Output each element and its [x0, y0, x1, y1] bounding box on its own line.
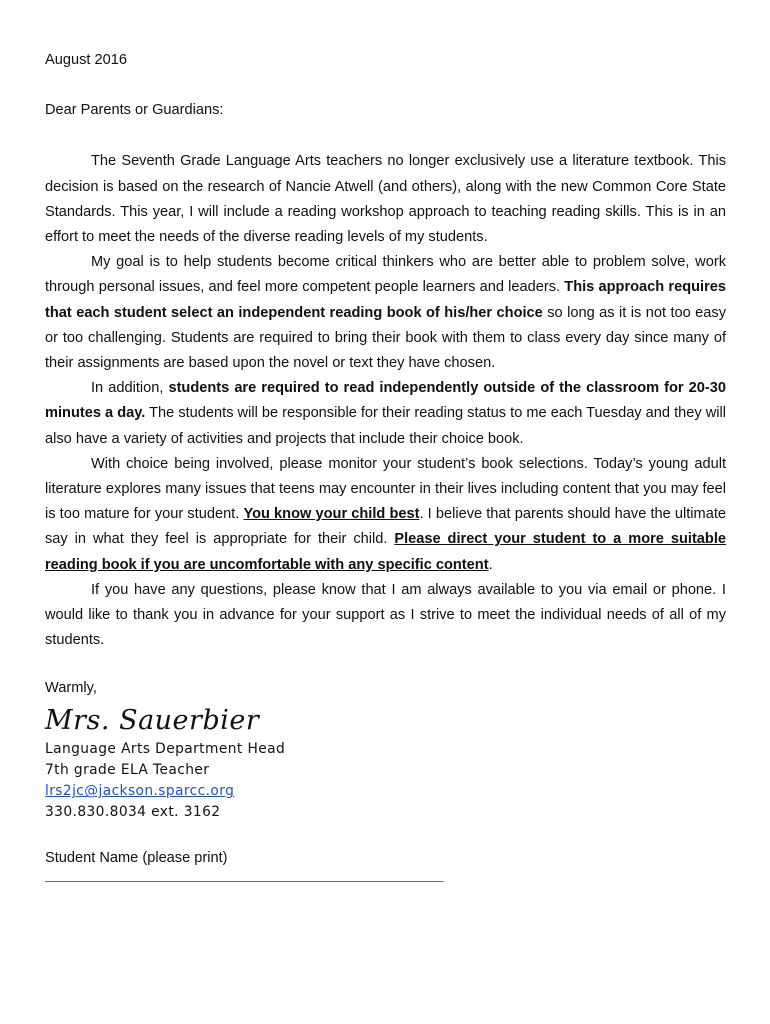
paragraph-2-emphasis: This approach requires that each student select an independent reading book of his/her choice: [45, 279, 726, 321]
salutation: Dear Parents or Guardians:: [45, 102, 224, 119]
paragraph-4-text-e: .: [488, 556, 493, 573]
paragraph-4: [45, 452, 726, 578]
paragraph-2-text-c: so long as it is not too easy or too challenging. Students are required to bring their book with them to class every day since many of their assignments are based upon the novel or text they have chosen.: [45, 304, 727, 372]
student-name-label: Student Name (please print): [45, 850, 228, 867]
paragraph-4-text-c: . I believe that parents should have the ultimate say in what they feel is appropriate for their child.: [45, 506, 726, 548]
title-department-head: Language Arts Department Head: [45, 741, 286, 758]
paragraph-1: The Seventh Grade Language Arts teachers no longer exclusively use a literature textbook. This decision is based on the research of Nancie Atwell (and others), along with the new Common Core State Standards. This year, I will include a reading workshop approach to teaching reading skills. This is in an effort to meet the needs of the diverse reading levels of my students.: [45, 153, 726, 246]
signature: Mrs. Sauerbier: [45, 705, 260, 737]
paragraph-3: [45, 376, 726, 452]
student-name-blank[interactable]: ________________________________________________________: [45, 870, 443, 885]
paragraph-2: [45, 250, 726, 376]
paragraph-2-text-a: My goal is to help students become critical thinkers who are better able to problem solve, work through personal issues, and feel more competent people learners and leaders.: [45, 254, 726, 296]
paragraph-5: If you have any questions, please know that I am always available to you via email or phone. I would like to thank you in advance for your support as I strive to meet the individual needs of all of my students.: [45, 581, 726, 649]
paragraph-4-text-a: With choice being involved, please monitor your student’s book selections. Today’s young adult literature explores many issues that teens may encounter in their lives including content that you may feel is too mature for your student.: [45, 455, 726, 523]
paragraph-3-text-a: In addition,: [91, 380, 169, 397]
closing: Warmly,: [45, 680, 97, 697]
paragraph-3-text-c: The students will be responsible for their reading status to me each Tuesday and they will also have a variety of activities and projects that include their choice book.: [45, 405, 726, 447]
title-teacher: 7th grade ELA Teacher: [45, 762, 210, 779]
email-link[interactable]: lrs2jc@jackson.sparcc.org: [45, 783, 235, 800]
phone-number: 330.830.8034 ext. 3162: [45, 804, 221, 821]
letter-date: August 2016: [45, 52, 127, 68]
paragraph-4-emphasis-1: You know your child best: [243, 506, 420, 523]
paragraph-4-emphasis-2: Please direct your student to a more suitable reading book if you are uncomfortable with any specific content: [45, 531, 727, 573]
signature-block: [45, 739, 726, 823]
paragraph-3-emphasis: students are required to read independently outside of the classroom for 20-30 minutes a day.: [45, 380, 726, 422]
